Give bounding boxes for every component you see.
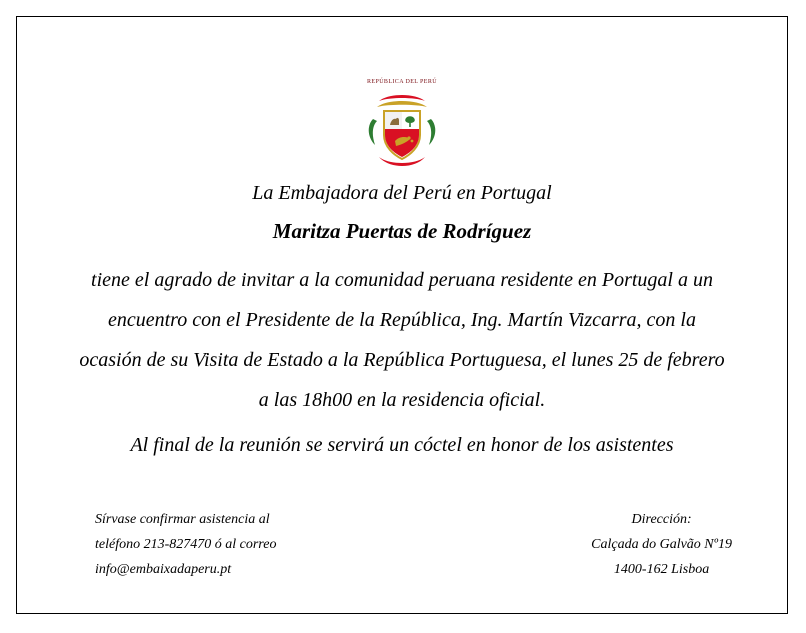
- body-line-1: tiene el agrado de invitar a la comunidad peruana residente en Portugal a un: [91, 269, 713, 291]
- address-block: [591, 507, 732, 582]
- ambassador-name: Maritza Puertas de Rodríguez: [272, 219, 532, 243]
- address-line-1: Calçada do Galvão Nº19: [591, 537, 732, 552]
- crest-caption: REPÚBLICA DEL PERÚ: [367, 79, 437, 85]
- body-line-4: a las 18h00 en la residencia oficial.: [258, 389, 546, 411]
- crest-container: [17, 79, 787, 171]
- rsvp-block: [95, 507, 276, 582]
- coat-of-arms-graphic: [365, 89, 439, 169]
- rsvp-email: info@embaixadaperu.pt: [95, 562, 232, 577]
- rsvp-line-2: teléfono 213-827470 ó al correo: [95, 537, 277, 552]
- address-label: Dirección:: [631, 512, 692, 527]
- peru-coat-of-arms-icon: [347, 79, 457, 171]
- invitation-card: [16, 16, 788, 614]
- invitation-footer: [17, 487, 787, 597]
- embassy-line: La Embajadora del Perú en Portugal: [252, 182, 552, 204]
- rsvp-line-1: Sírvase confirmar asistencia al: [95, 512, 270, 527]
- closing-line: Al final de la reunión se servirá un cóctel en honor de los asistentes: [130, 434, 674, 456]
- invitation-body: [57, 182, 747, 457]
- address-line-2: 1400-162 Lisboa: [613, 562, 710, 577]
- body-line-2: encuentro con el Presidente de la República, Ing. Martín Vizcarra, con la: [107, 309, 696, 331]
- body-line-3: ocasión de su Visita de Estado a la República Portuguesa, el lunes 25 de febrero: [79, 349, 725, 371]
